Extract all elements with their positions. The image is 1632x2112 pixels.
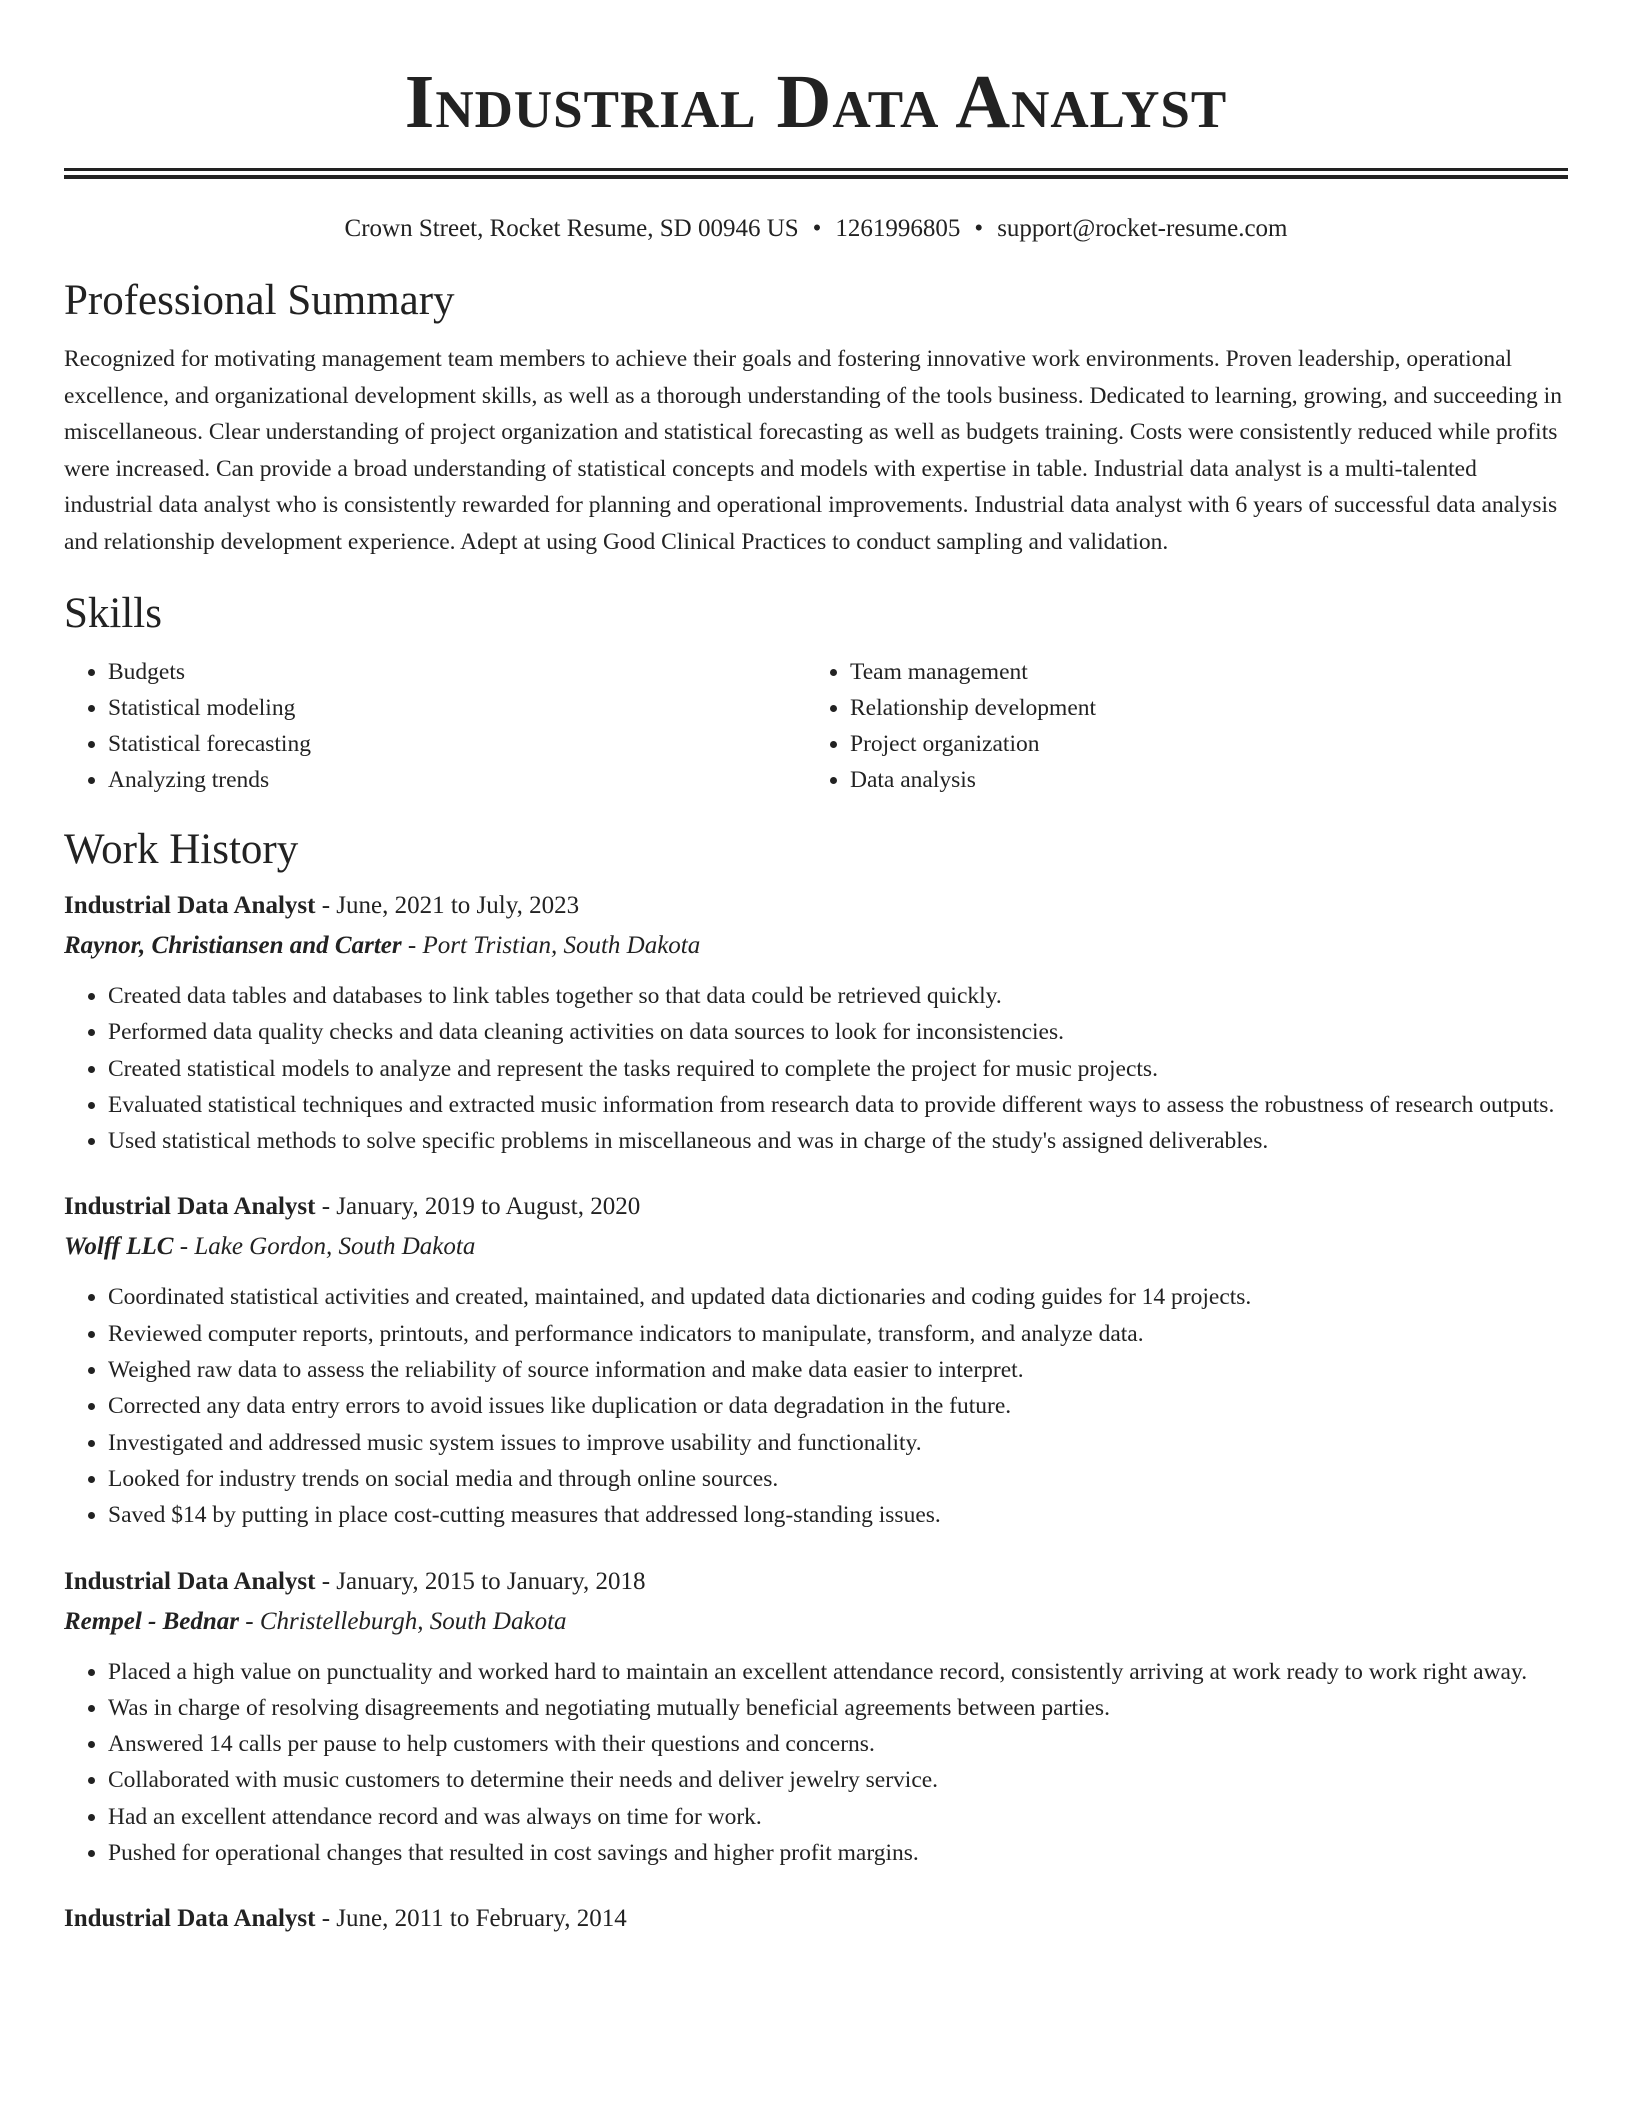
skills-list [64,654,1568,798]
contact-phone: 1261996805 [835,215,961,242]
job-title: Industrial Data Analyst [64,892,316,919]
work-history-section [64,824,1568,1939]
contact-separator: • [974,215,984,242]
job-company-line [64,1227,1568,1267]
skill-item: • Statistical forecasting [108,726,806,762]
job-company: Wolff LLC [64,1233,174,1261]
job-company: Raynor, Christiansen and Carter [64,932,402,959]
job-location: - Lake Gordon, South Dakota [173,1233,476,1261]
skill-item: • Analyzing trends [108,762,806,798]
job-title: Industrial Data Analyst [64,1567,316,1595]
job-bullet: • Coordinated statistical activities and created, maintained, and updated data dictionaries and coding guides for 14 projects. [108,1279,1568,1315]
job-entry [64,1187,1568,1533]
job-bullet: • Used statistical methods to solve specific problems in miscellaneous and was in charge of the study's assigned deliverables. [108,1123,1568,1159]
job-bullet: • Corrected any data entry errors to avoid issues like duplication or data degradation in the future. [108,1388,1568,1424]
job-dates: - January, 2015 to January, 2018 [315,1567,646,1595]
job-bullet: • Collaborated with music customers to determine their needs and deliver jewelry service. [108,1762,1568,1798]
skill-item: • Team management [850,654,1548,690]
job-bullet: • Performed data quality checks and data cleaning activities on data sources to look for inconsistencies. [108,1014,1568,1050]
job-title: Industrial Data Analyst [64,1193,316,1221]
job-bullets [64,1654,1568,1872]
contact-separator: • [812,215,822,242]
job-entry [64,886,1568,1159]
job-location: - Port Tristian, South Dakota [401,932,701,959]
job-bullets [64,978,1568,1159]
page-title: Industrial Data Analyst [404,60,1228,144]
job-bullet: • Created data tables and databases to link tables together so that data could be retrieved quickly. [108,978,1568,1014]
header-divider [64,168,1568,179]
skill-item: • Data analysis [850,762,1548,798]
summary-heading: Professional Summary [64,277,455,324]
job-company-line [64,1602,1568,1642]
skills-heading: Skills [64,590,162,637]
summary-text: Recognized for motivating management team members to achieve their goals and fostering innovative work environments. Proven leadership, operational excellence, and organizational development skills, as well as a thorough understanding of the tools business. Dedicated to learning, growing, and succeeding in miscellaneous. Clear understanding of project organization and statistical forecasting as well as budgets training. Costs were consistently reduced while profits were increased. Can provide a broad understanding of statistical concepts and models with expertise in table. Industrial data analyst is a multi-talented industrial data analyst who is consistently rewarded for planning and operational improvements. Industrial data analyst with 6 years of successful data analysis and relationship development experience. Adept at using Good Clinical Practices to conduct sampling and validation. [64,346,1562,555]
job-title-line [64,1187,1568,1227]
job-title-line [64,886,1568,926]
job-title-line [64,1899,1568,1939]
skills-section [64,588,1568,798]
job-dates: - January, 2019 to August, 2020 [315,1193,641,1221]
skill-item: • Statistical modeling [108,690,806,726]
job-company: Rempel - Bednar [64,1607,239,1635]
job-bullet: • Looked for industry trends on social media and through online sources. [108,1461,1568,1497]
job-bullet: • Evaluated statistical techniques and extracted music information from research data to provide different ways to assess the robustness of research outputs. [108,1087,1568,1123]
skill-item: • Project organization [850,726,1548,762]
job-bullets [64,1279,1568,1533]
job-bullet: • Answered 14 calls per pause to help customers with their questions and concerns. [108,1726,1568,1762]
summary-section [64,275,1568,560]
job-bullet: • Pushed for operational changes that resulted in cost savings and higher profit margins. [108,1835,1568,1871]
job-entry [64,1899,1568,1939]
contact-email: support@rocket-resume.com [997,215,1288,242]
skills-column-left [64,654,806,798]
job-entry [64,1562,1568,1872]
job-title: Industrial Data Analyst [64,1905,316,1933]
job-bullet: • Investigated and addressed music system issues to improve usability and functionality. [108,1425,1568,1461]
job-title-line [64,1562,1568,1602]
job-bullet: • Placed a high value on punctuality and worked hard to maintain an excellent attendance record, consistently arriving at work ready to work right away. [108,1654,1568,1690]
job-bullet: • Reviewed computer reports, printouts, and performance indicators to manipulate, transform, and analyze data. [108,1316,1568,1352]
job-company-line [64,926,1568,966]
contact-address: Crown Street, Rocket Resume, SD 00946 US [344,215,799,242]
contact-line [64,213,1568,245]
skill-item: • Budgets [108,654,806,690]
skills-column-right [806,654,1548,798]
job-location: - Christelleburgh, South Dakota [239,1607,567,1635]
job-dates: - June, 2021 to July, 2023 [315,892,580,919]
job-bullet: • Was in charge of resolving disagreements and negotiating mutually beneficial agreements between parties. [108,1690,1568,1726]
job-bullet: • Weighed raw data to assess the reliability of source information and make data easier to interpret. [108,1352,1568,1388]
job-bullet: • Created statistical models to analyze and represent the tasks required to complete the project for music projects. [108,1051,1568,1087]
work-history-heading: Work History [64,826,299,873]
resume-page [64,0,1568,1939]
skill-item: • Relationship development [850,690,1548,726]
job-bullet: • Had an excellent attendance record and was always on time for work. [108,1799,1568,1835]
job-dates: - June, 2011 to February, 2014 [315,1905,627,1933]
job-bullet: • Saved $14 by putting in place cost-cutting measures that addressed long-standing issues. [108,1497,1568,1533]
